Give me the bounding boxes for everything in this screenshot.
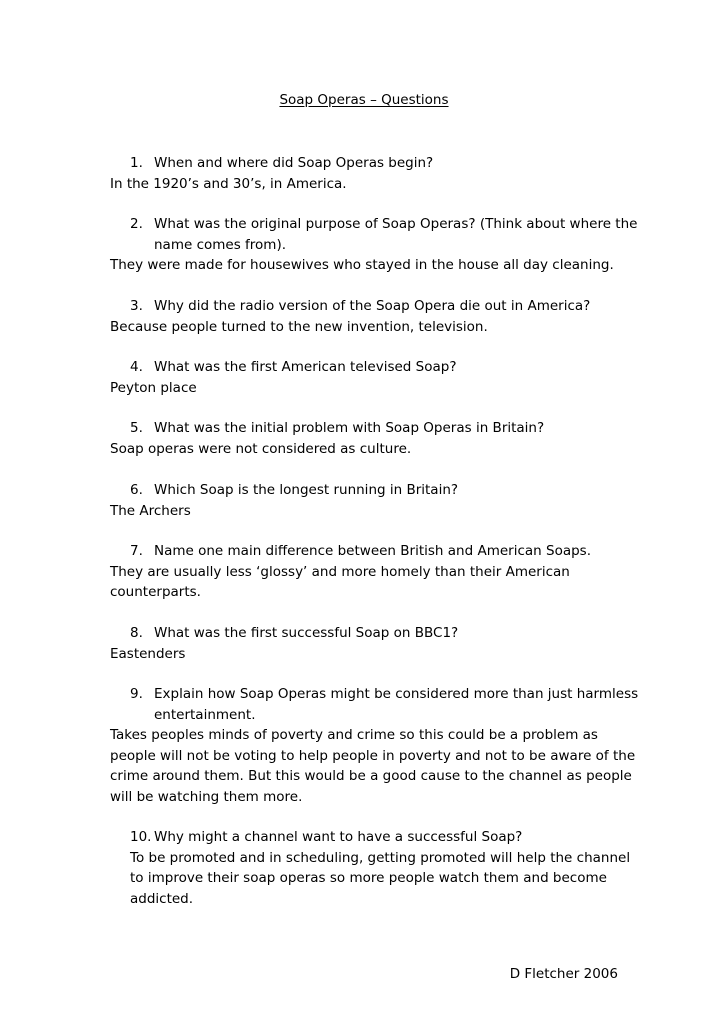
question — [110, 214, 640, 255]
question — [110, 153, 640, 174]
question-block-3 — [110, 296, 640, 337]
question — [110, 623, 640, 644]
question-number: 5. — [130, 420, 143, 436]
question-block-2 — [110, 214, 640, 276]
question — [110, 541, 640, 562]
question-text: Which Soap is the longest running in Britain? — [154, 482, 459, 498]
question-text: What was the first successful Soap on BBC1? — [154, 625, 459, 641]
answer-text: Eastenders — [110, 645, 186, 662]
page-title: Soap Operas – Questions — [279, 92, 449, 108]
question — [110, 357, 640, 378]
answer-text: Soap operas were not considered as culture. — [110, 440, 412, 457]
question-text: Why might a channel want to have a successful Soap? — [154, 829, 523, 845]
question-block-7 — [110, 541, 640, 603]
question-text: When and where did Soap Operas begin? — [154, 155, 434, 171]
question-text: What was the initial problem with Soap Operas in Britain? — [154, 420, 545, 436]
question — [110, 296, 640, 317]
answer-text: To be promoted and in scheduling, getting promoted will help the channel to improve their soap operas so more people watch them and become addicted. — [130, 849, 631, 907]
question-number: 7. — [130, 543, 143, 559]
question-number: 2. — [130, 216, 143, 232]
question-text: What was the first American televised Soap? — [154, 359, 457, 375]
question-block-8 — [110, 623, 640, 664]
answer-text: In the 1920’s and 30’s, in America. — [110, 175, 347, 192]
question-block-4 — [110, 357, 640, 398]
answer-text: Because people turned to the new invention, television. — [110, 318, 488, 335]
answer-text: They were made for housewives who stayed in the house all day cleaning. — [110, 257, 614, 273]
question-number: 3. — [130, 298, 143, 314]
answer-text: Peyton place — [110, 379, 197, 396]
question-number: 6. — [130, 482, 143, 498]
question-block-5 — [110, 418, 640, 459]
question-block-9 — [110, 684, 640, 807]
question — [110, 827, 640, 848]
question-text: Explain how Soap Operas might be considered more than just harmless entertainment. — [154, 686, 639, 723]
question-block-1 — [110, 153, 640, 194]
question-block-6 — [110, 480, 640, 521]
question — [110, 684, 640, 725]
question-block-10 — [110, 827, 640, 909]
question-text: Name one main difference between British and American Soaps. — [154, 543, 591, 559]
question-number: 10. — [130, 829, 152, 845]
question-number: 4. — [130, 359, 143, 375]
question-text: What was the original purpose of Soap Operas? (Think about where the name comes from). — [154, 216, 638, 253]
author-footer: D Fletcher 2006 — [509, 966, 618, 982]
question — [110, 418, 640, 439]
question — [110, 480, 640, 501]
question-number: 9. — [130, 686, 143, 702]
answer-text: Takes peoples minds of poverty and crime so this could be a problem as people will not be voting to help people in poverty and not to be aware of the crime around them. But this would be a good cause to the channel as people will be watching them more. — [110, 727, 636, 805]
answer-text: The Archers — [110, 502, 191, 519]
question-text: Why did the radio version of the Soap Opera die out in America? — [154, 298, 591, 314]
answer-text: They are usually less ‘glossy’ and more homely than their American counterparts. — [110, 563, 570, 600]
question-number: 8. — [130, 625, 143, 641]
question-number: 1. — [130, 155, 143, 171]
